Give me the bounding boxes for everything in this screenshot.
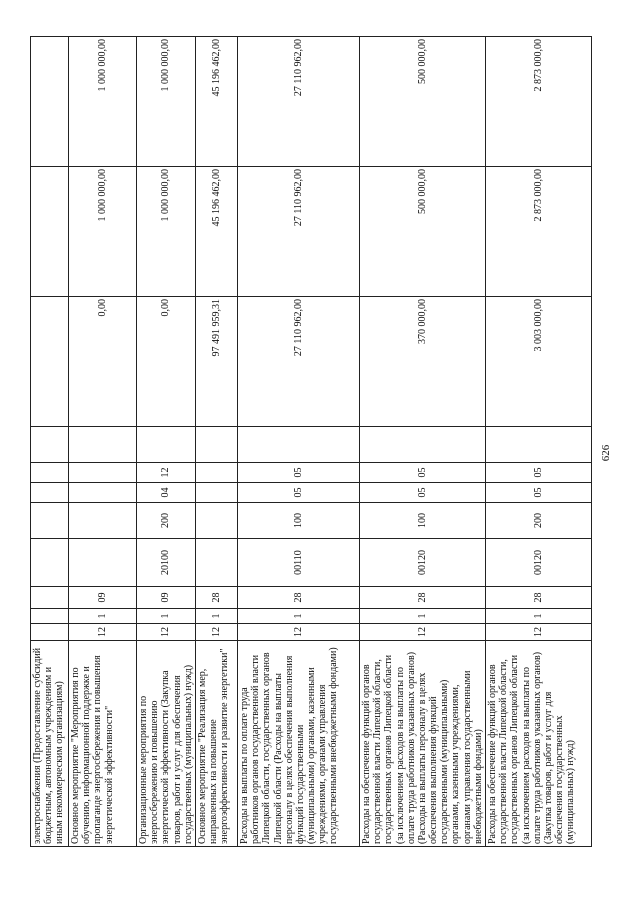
- cell-sum1: [31, 297, 69, 427]
- cell-kosgu: [31, 483, 69, 503]
- cell-pr: [31, 587, 69, 609]
- cell-vr: 100: [359, 503, 485, 539]
- table-row: [195, 37, 237, 847]
- cell-vr: 200: [137, 503, 196, 539]
- table-row: [69, 37, 137, 847]
- cell-kosgu: 05: [237, 483, 359, 503]
- cell-gr: 12: [237, 624, 359, 641]
- cell-rz: 1: [137, 609, 196, 624]
- cell-kosgu: [195, 483, 237, 503]
- cell-name: Расходы на обеспечение функций органов государственной власти Липецкой области, государственных органов Липецкой области (за исключением расходов на выплаты по оплате труда работников указанных органов) (Закупка товаров, работ и услуг для обеспечения государственных (муниципальных) нужд): [486, 641, 592, 847]
- table-row: [486, 37, 592, 847]
- cell-kp: [31, 427, 69, 463]
- cell-kd: 12: [137, 463, 196, 483]
- cell-name: Основное мероприятие "Реализация мер, направленных на повышение энергоэффективности и развитие энергетики": [195, 641, 237, 847]
- cell-kp: [486, 427, 592, 463]
- cell-pr: 28: [237, 587, 359, 609]
- cell-kp: [359, 427, 485, 463]
- cell-name: Расходы на выплаты по оплате труда работников органов государственной власти Липецкой области, государственных органов Липецкой области (Расходы на выплаты персоналу в целях обеспечения выполнения функций государственными (муниципальными) органами, казенными учреждениями, органами управления государственными внебюджетными фондами): [237, 641, 359, 847]
- cell-rz: 1: [486, 609, 592, 624]
- cell-vr: 200: [486, 503, 592, 539]
- cell-sum2: [31, 167, 69, 297]
- cell-sum2: 45 196 462,00: [195, 167, 237, 297]
- cell-vr: [69, 503, 137, 539]
- cell-kosgu: 04: [137, 483, 196, 503]
- cell-cs: 00120: [486, 539, 592, 587]
- cell-sum3: [31, 37, 69, 167]
- cell-cs: [31, 539, 69, 587]
- cell-name: Организационные мероприятия по энергосбережению и повышению энергетической эффективности (Закупка товаров, работ и услуг для обеспечения государственных (муниципальных) нужд): [137, 641, 196, 847]
- cell-kp: [237, 427, 359, 463]
- cell-sum3: 27 110 962,00: [237, 37, 359, 167]
- cell-cs: [195, 539, 237, 587]
- cell-gr: [31, 624, 69, 641]
- cell-kd: 05: [359, 463, 485, 483]
- cell-name: электроснабжения (Предоставление субсидий бюджетным, автономным учреждениям и иным некоммерческим организациям): [31, 641, 69, 847]
- cell-pr: 09: [137, 587, 196, 609]
- cell-vr: [195, 503, 237, 539]
- cell-sum3: 1 000 000,00: [137, 37, 196, 167]
- cell-sum1: 97 491 959,31: [195, 297, 237, 427]
- cell-sum1: 3 003 000,00: [486, 297, 592, 427]
- cell-sum1: 370 000,00: [359, 297, 485, 427]
- cell-vr: [31, 503, 69, 539]
- cell-kp: [69, 427, 137, 463]
- cell-kp: [195, 427, 237, 463]
- cell-cs: 00120: [359, 539, 485, 587]
- cell-kd: 05: [486, 463, 592, 483]
- table-row: [237, 37, 359, 847]
- cell-kp: [137, 427, 196, 463]
- cell-kosgu: 05: [359, 483, 485, 503]
- cell-sum3: 45 196 462,00: [195, 37, 237, 167]
- cell-kosgu: [69, 483, 137, 503]
- cell-name: Основное мероприятие "Мероприятия по обучению, информационной поддержке и пропаганде энергосбережения и повышения энергетической эффективности": [69, 641, 137, 847]
- cell-pr: 09: [69, 587, 137, 609]
- cell-sum1: 27 110 962,00: [237, 297, 359, 427]
- cell-name: Расходы на обеспечение функций органов государственной власти Липецкой области, государственных органов Липецкой области (за исключением расходов на выплаты по оплате труда работников указанных органов) (Расходы на выплаты персоналу в целях обеспечения выполнения функций государственными (муниципальными) органами, казенными учреждениями, органами управления государственными внебюджетными фондами): [359, 641, 485, 847]
- cell-rz: 1: [237, 609, 359, 624]
- cell-gr: 12: [359, 624, 485, 641]
- cell-rz: 1: [69, 609, 137, 624]
- table-row: [137, 37, 196, 847]
- cell-sum3: 500 000,00: [359, 37, 485, 167]
- cell-cs: 00110: [237, 539, 359, 587]
- cell-sum2: 1 000 000,00: [137, 167, 196, 297]
- cell-gr: 12: [195, 624, 237, 641]
- cell-sum2: 2 873 000,00: [486, 167, 592, 297]
- cell-pr: 28: [195, 587, 237, 609]
- table-row: [359, 37, 485, 847]
- cell-kd: [195, 463, 237, 483]
- cell-cs: [69, 539, 137, 587]
- cell-kosgu: 05: [486, 483, 592, 503]
- cell-vr: 100: [237, 503, 359, 539]
- cell-pr: 28: [359, 587, 485, 609]
- cell-kd: [31, 463, 69, 483]
- table-row: [31, 37, 69, 847]
- cell-gr: 12: [486, 624, 592, 641]
- cell-sum2: 1 000 000,00: [69, 167, 137, 297]
- page-number: 626: [600, 444, 612, 462]
- cell-gr: 12: [69, 624, 137, 641]
- cell-gr: 12: [137, 624, 196, 641]
- cell-sum2: 500 000,00: [359, 167, 485, 297]
- cell-sum1: 0,00: [69, 297, 137, 427]
- cell-rz: 1: [359, 609, 485, 624]
- cell-kd: 05: [237, 463, 359, 483]
- cell-sum2: 27 110 962,00: [237, 167, 359, 297]
- budget-table: [30, 36, 592, 847]
- cell-rz: [31, 609, 69, 624]
- cell-sum3: 2 873 000,00: [486, 37, 592, 167]
- cell-sum1: 0,00: [137, 297, 196, 427]
- cell-kd: [69, 463, 137, 483]
- cell-sum3: 1 000 000,00: [69, 37, 137, 167]
- cell-pr: 28: [486, 587, 592, 609]
- cell-rz: 1: [195, 609, 237, 624]
- cell-cs: 20100: [137, 539, 196, 587]
